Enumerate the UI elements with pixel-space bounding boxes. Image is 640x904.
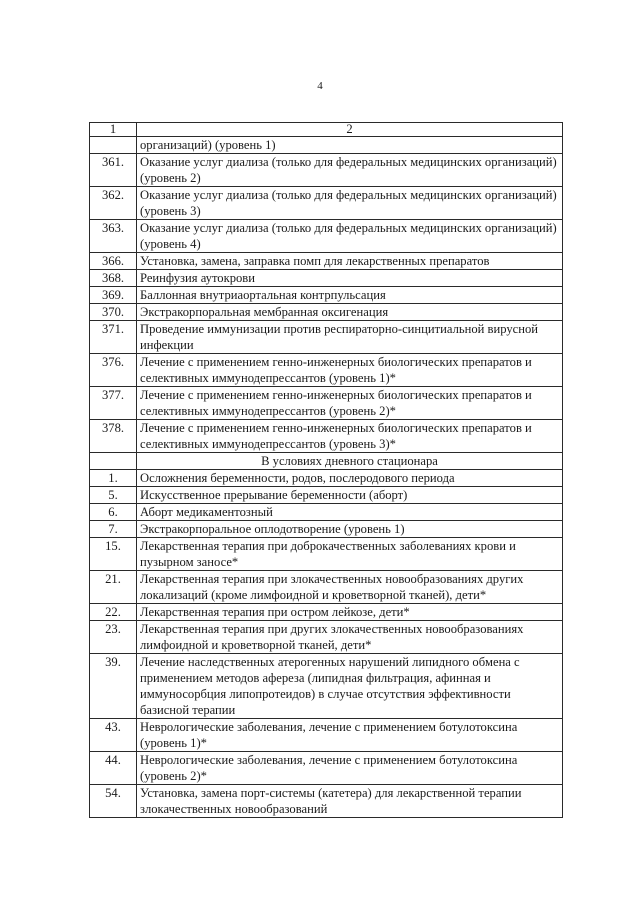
table-row <box>90 321 563 354</box>
row-text: Неврологические заболевания, лечение с применением ботулотоксина (уровень 2)* <box>137 752 563 785</box>
row-number: 22. <box>90 604 137 621</box>
row-text: Лекарственная терапия при других злокачественных новообразованиях лимфоидной и кроветворной тканей, дети* <box>137 621 563 654</box>
table-row <box>90 154 563 187</box>
row-text: Аборт медикаментозный <box>137 504 563 521</box>
row-number <box>90 137 137 154</box>
row-number: 376. <box>90 354 137 387</box>
row-number: 5. <box>90 487 137 504</box>
row-number: 361. <box>90 154 137 187</box>
table-row <box>90 187 563 220</box>
table-row <box>90 220 563 253</box>
row-text: Осложнения беременности, родов, послеродового периода <box>137 470 563 487</box>
table-row <box>90 621 563 654</box>
table-row <box>90 137 563 154</box>
table-row <box>90 719 563 752</box>
row-number: 15. <box>90 538 137 571</box>
row-number: 377. <box>90 387 137 420</box>
table-row <box>90 253 563 270</box>
row-number: 366. <box>90 253 137 270</box>
table-row <box>90 304 563 321</box>
table-row <box>90 538 563 571</box>
row-text: Оказание услуг диализа (только для федеральных медицинских организаций) (уровень 3) <box>137 187 563 220</box>
row-text: организаций) (уровень 1) <box>137 137 563 154</box>
row-text: Лекарственная терапия при доброкачественных заболеваниях крови и пузырном заносе* <box>137 538 563 571</box>
row-number: 368. <box>90 270 137 287</box>
row-number: 370. <box>90 304 137 321</box>
table-header-row <box>90 123 563 137</box>
row-text: Лечение с применением генно-инженерных биологических препаратов и селективных иммунодепрессантов (уровень 3)* <box>137 420 563 453</box>
table-row <box>90 487 563 504</box>
table-row <box>90 521 563 538</box>
table-row <box>90 354 563 387</box>
table-row <box>90 752 563 785</box>
row-text: Лекарственная терапия при остром лейкозе, дети* <box>137 604 563 621</box>
row-text: Экстракорпоральное оплодотворение (уровень 1) <box>137 521 563 538</box>
row-number: 6. <box>90 504 137 521</box>
row-number: 1. <box>90 470 137 487</box>
table-row <box>90 287 563 304</box>
row-number: 363. <box>90 220 137 253</box>
header-col-2: 2 <box>137 123 563 137</box>
table-row <box>90 785 563 818</box>
row-text: Неврологические заболевания, лечение с применением ботулотоксина (уровень 1)* <box>137 719 563 752</box>
row-text: Установка, замена порт-системы (катетера) для лекарственной терапии злокачественных новообразований <box>137 785 563 818</box>
table-row <box>90 420 563 453</box>
table-row <box>90 387 563 420</box>
row-number: 44. <box>90 752 137 785</box>
section-row <box>90 453 563 470</box>
row-text: Лечение наследственных атерогенных нарушений липидного обмена с применением методов афереза (липидная фильтрация, афинная и иммуносорбция липопротеидов) в случае отсутствия эффективности базисной терапии <box>137 654 563 719</box>
row-text: Реинфузия аутокрови <box>137 270 563 287</box>
section-title: В условиях дневного стационара <box>137 453 563 470</box>
table-row <box>90 470 563 487</box>
row-number: 371. <box>90 321 137 354</box>
row-text: Оказание услуг диализа (только для федеральных медицинских организаций) (уровень 2) <box>137 154 563 187</box>
table-row <box>90 654 563 719</box>
row-text: Лечение с применением генно-инженерных биологических препаратов и селективных иммунодепрессантов (уровень 2)* <box>137 387 563 420</box>
table-row <box>90 504 563 521</box>
row-number: 39. <box>90 654 137 719</box>
row-text: Оказание услуг диализа (только для федеральных медицинских организаций) (уровень 4) <box>137 220 563 253</box>
row-number: 369. <box>90 287 137 304</box>
row-text: Лекарственная терапия при злокачественных новообразованиях других локализаций (кроме лимфоидной и кроветворной тканей), дети* <box>137 571 563 604</box>
row-text: Искусственное прерывание беременности (аборт) <box>137 487 563 504</box>
row-number: 362. <box>90 187 137 220</box>
row-number: 23. <box>90 621 137 654</box>
table-row <box>90 604 563 621</box>
header-col-1: 1 <box>90 123 137 137</box>
row-text: Установка, замена, заправка помп для лекарственных препаратов <box>137 253 563 270</box>
section-number-cell <box>90 453 137 470</box>
row-number: 378. <box>90 420 137 453</box>
table-row <box>90 270 563 287</box>
row-text: Баллонная внутриаортальная контрпульсация <box>137 287 563 304</box>
row-number: 7. <box>90 521 137 538</box>
row-text: Проведение иммунизации против респираторно-синцитиальной вирусной инфекции <box>137 321 563 354</box>
row-text: Экстракорпоральная мембранная оксигенация <box>137 304 563 321</box>
row-number: 54. <box>90 785 137 818</box>
page-number: 4 <box>317 80 323 92</box>
row-number: 21. <box>90 571 137 604</box>
row-number: 43. <box>90 719 137 752</box>
table-row <box>90 571 563 604</box>
services-table <box>89 122 563 818</box>
row-text: Лечение с применением генно-инженерных биологических препаратов и селективных иммунодепрессантов (уровень 1)* <box>137 354 563 387</box>
